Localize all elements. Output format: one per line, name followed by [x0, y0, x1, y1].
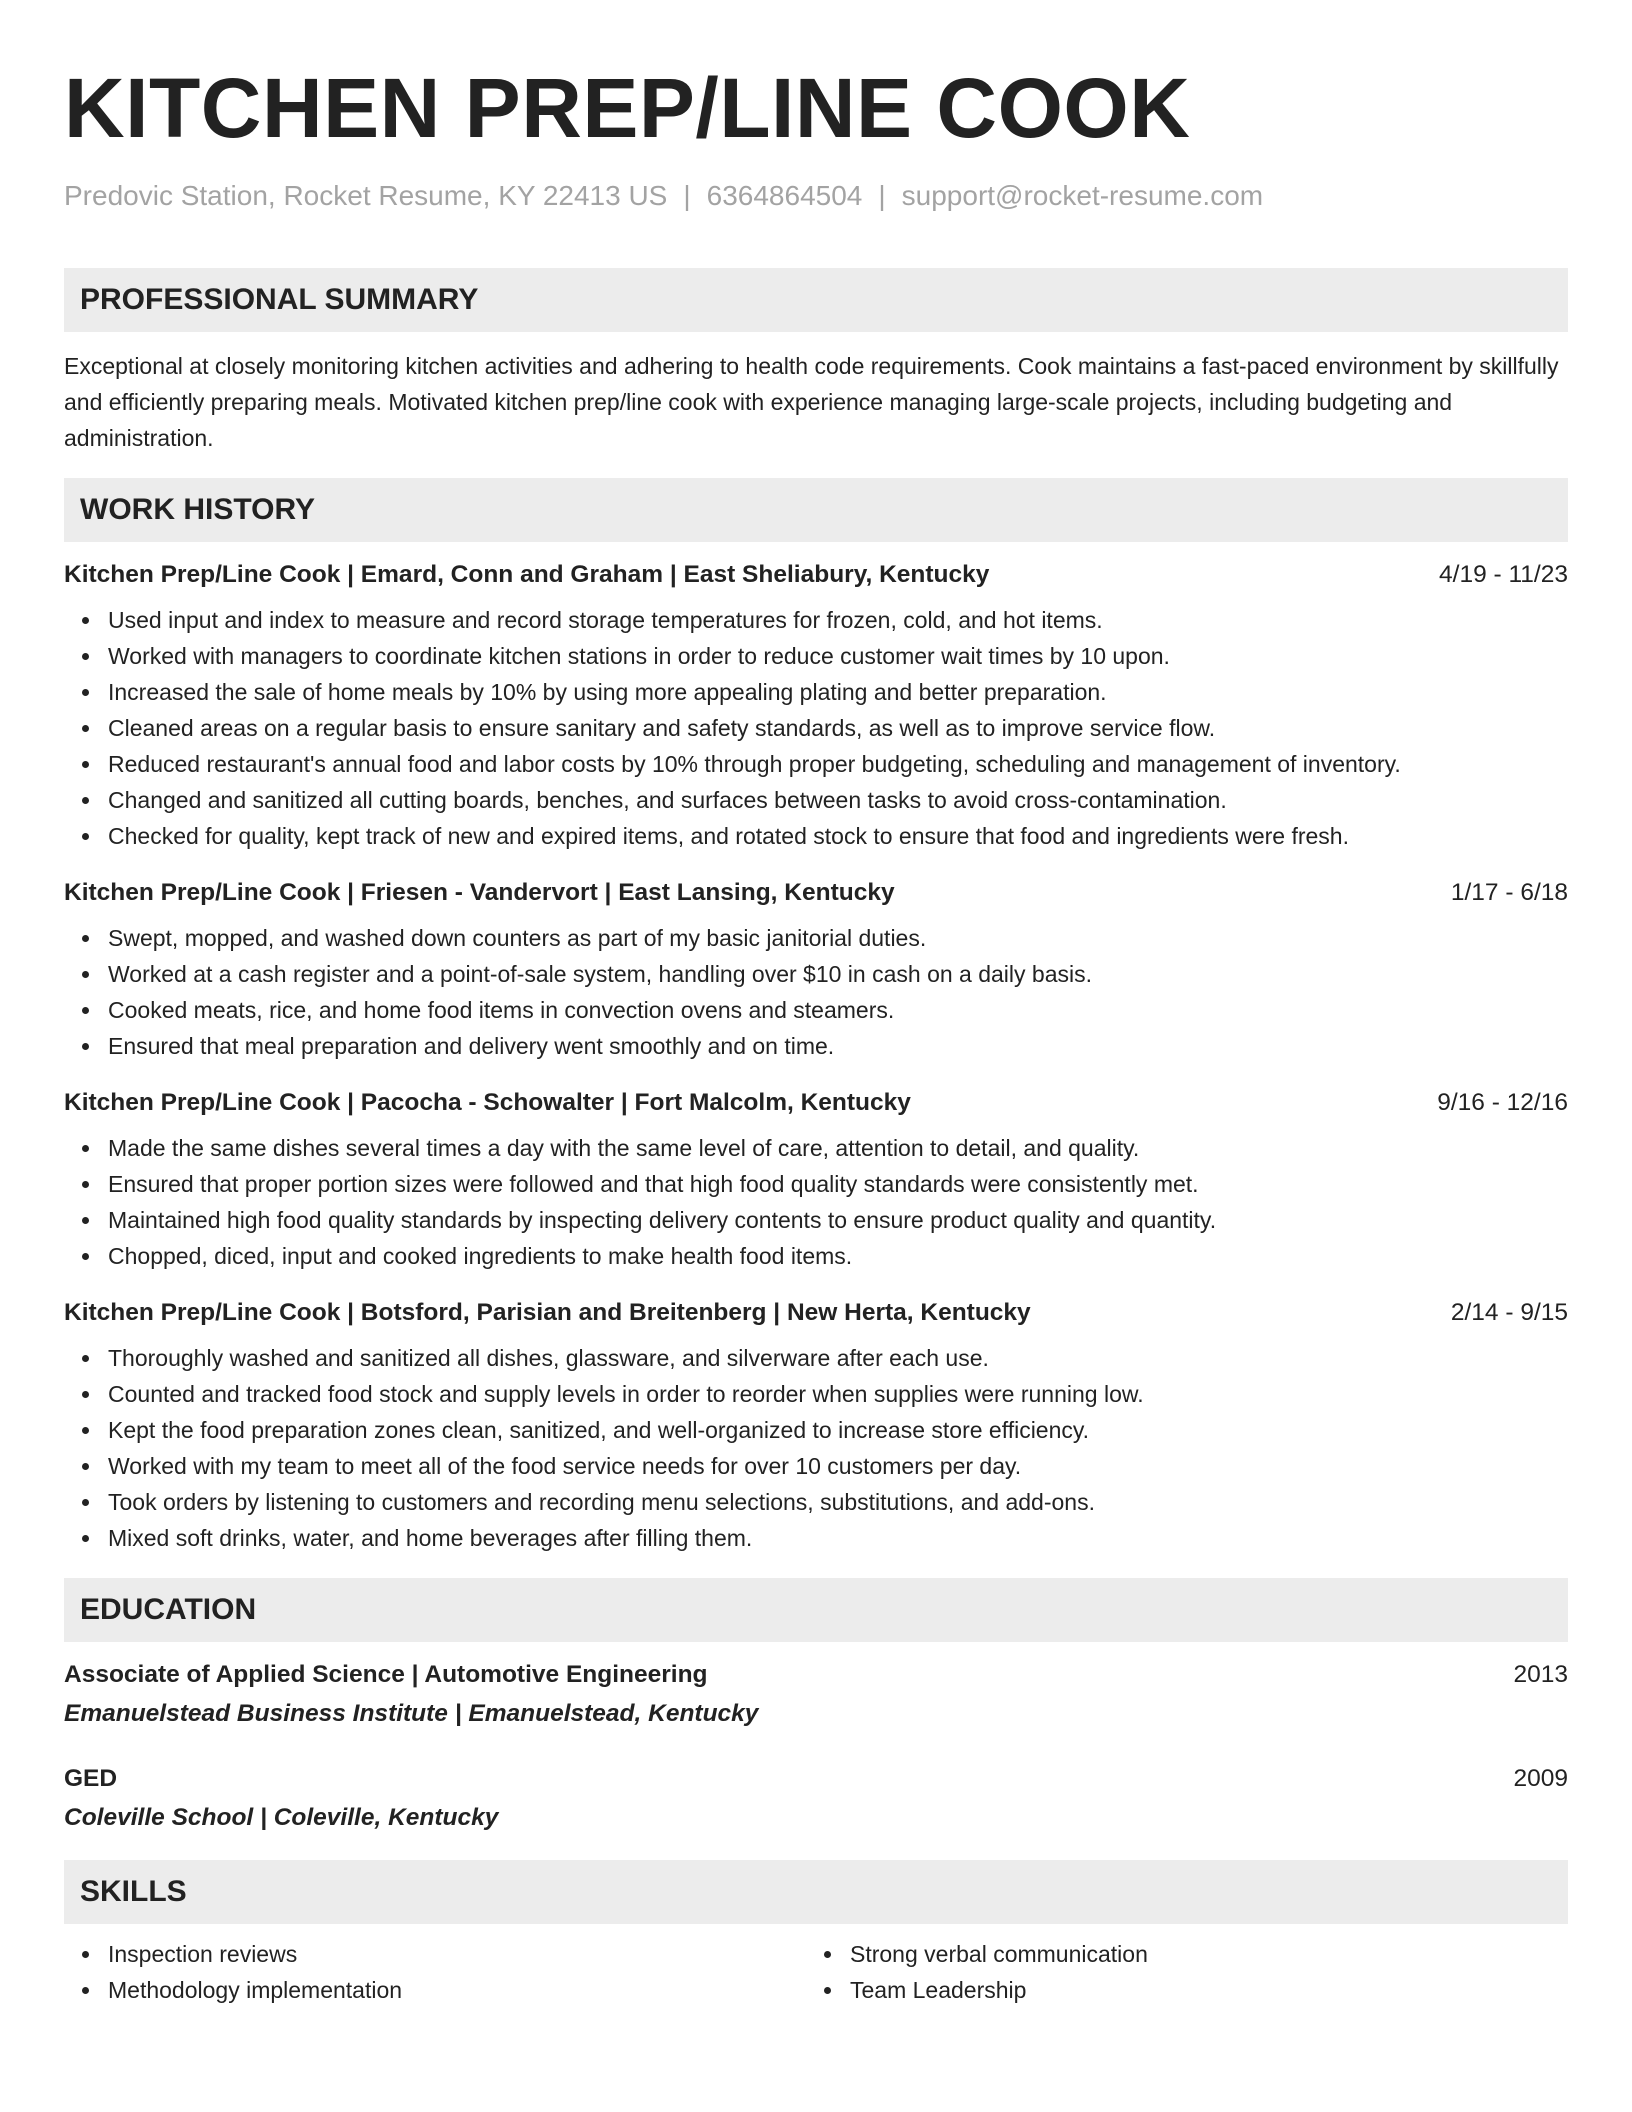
job-title: Kitchen Prep/Line Cook | Friesen - Vandervort | East Lansing, Kentucky: [64, 879, 895, 906]
job-bullets: [64, 1130, 1568, 1274]
list-item: Took orders by listening to customers and recording menu selections, substitutions, and add-ons.: [64, 1484, 1568, 1520]
section-header-education: EDUCATION: [64, 1578, 1568, 1642]
job-dates: 1/17 - 6/18: [1450, 879, 1568, 906]
contact-separator: |: [683, 180, 691, 211]
skills-grid: [64, 1936, 1568, 2008]
list-item: Counted and tracked food stock and supply levels in order to reorder when supplies were running low.: [64, 1376, 1568, 1412]
list-item: Inspection reviews: [64, 1936, 806, 1972]
list-item: Cooked meats, rice, and home food items in convection ovens and steamers.: [64, 992, 1568, 1028]
education-header: [64, 1762, 1568, 1796]
education-year: 2009: [1513, 1765, 1568, 1792]
list-item: Used input and index to measure and record storage temperatures for frozen, cold, and hot items.: [64, 602, 1568, 638]
job-dates: 4/19 - 11/23: [1439, 561, 1568, 588]
job-header: [64, 876, 1568, 910]
section-header-work-history: WORK HISTORY: [64, 478, 1568, 542]
education-year: 2013: [1513, 1661, 1568, 1688]
education-entry: [64, 1762, 1568, 1836]
job-header: [64, 1296, 1568, 1330]
list-item: Kept the food preparation zones clean, sanitized, and well-organized to increase store efficiency.: [64, 1412, 1568, 1448]
job-header: [64, 558, 1568, 592]
section-header-skills: SKILLS: [64, 1860, 1568, 1924]
list-item: Cleaned areas on a regular basis to ensure sanitary and safety standards, as well as to improve service flow.: [64, 710, 1568, 746]
list-item: Made the same dishes several times a day with the same level of care, attention to detail, and quality.: [64, 1130, 1568, 1166]
skills-column-left: [64, 1936, 806, 2008]
job-entry: [64, 558, 1568, 854]
list-item: Reduced restaurant's annual food and labor costs by 10% through proper budgeting, scheduling and management of inventory.: [64, 746, 1568, 782]
candidate-name: KITCHEN PREP/LINE COOK: [64, 61, 1191, 155]
list-item: Worked with my team to meet all of the food service needs for over 10 customers per day.: [64, 1448, 1568, 1484]
skills-column-right: [806, 1936, 1548, 2008]
list-item: Checked for quality, kept track of new and expired items, and rotated stock to ensure that food and ingredients were fresh.: [64, 818, 1568, 854]
education-school: Emanuelstead Business Institute | Emanuelstead, Kentucky: [64, 1700, 759, 1727]
job-header: [64, 1086, 1568, 1120]
contact-line: [64, 178, 1568, 214]
summary-text: Exceptional at closely monitoring kitchen activities and adhering to health code requirements. Cook maintains a fast-paced environment by skillfully and efficiently preparing meals. Motivated kitchen prep/line cook with experience managing large-scale projects, including budgeting and administration.: [64, 353, 1559, 451]
contact-address: Predovic Station, Rocket Resume, KY 22413 US: [64, 180, 668, 211]
list-item: Strong verbal communication: [806, 1936, 1548, 1972]
job-entry: [64, 876, 1568, 1064]
list-item: Team Leadership: [806, 1972, 1548, 2008]
list-item: Increased the sale of home meals by 10% by using more appealing plating and better preparation.: [64, 674, 1568, 710]
job-title: Kitchen Prep/Line Cook | Botsford, Parisian and Breitenberg | New Herta, Kentucky: [64, 1299, 1031, 1326]
job-dates: 2/14 - 9/15: [1450, 1299, 1568, 1326]
job-bullets: [64, 602, 1568, 854]
list-item: Mixed soft drinks, water, and home beverages after filling them.: [64, 1520, 1568, 1556]
education-header: [64, 1658, 1568, 1692]
education-degree: Associate of Applied Science | Automotive Engineering: [64, 1661, 708, 1688]
resume-page: [64, 0, 1568, 2008]
contact-phone: 6364864504: [706, 180, 863, 211]
list-item: Swept, mopped, and washed down counters as part of my basic janitorial duties.: [64, 920, 1568, 956]
list-item: Worked at a cash register and a point-of-sale system, handling over $10 in cash on a daily basis.: [64, 956, 1568, 992]
job-title: Kitchen Prep/Line Cook | Emard, Conn and Graham | East Sheliabury, Kentucky: [64, 561, 990, 588]
job-bullets: [64, 1340, 1568, 1556]
job-entry: [64, 1086, 1568, 1274]
list-item: Thoroughly washed and sanitized all dishes, glassware, and silverware after each use.: [64, 1340, 1568, 1376]
list-item: Ensured that proper portion sizes were followed and that high food quality standards were consistently met.: [64, 1166, 1568, 1202]
contact-separator: |: [878, 180, 886, 211]
job-bullets: [64, 920, 1568, 1064]
list-item: Chopped, diced, input and cooked ingredients to make health food items.: [64, 1238, 1568, 1274]
list-item: Maintained high food quality standards by inspecting delivery contents to ensure product quality and quantity.: [64, 1202, 1568, 1238]
job-dates: 9/16 - 12/16: [1437, 1089, 1568, 1116]
job-title: Kitchen Prep/Line Cook | Pacocha - Schowalter | Fort Malcolm, Kentucky: [64, 1089, 911, 1116]
education-entry: [64, 1658, 1568, 1732]
list-item: Ensured that meal preparation and delivery went smoothly and on time.: [64, 1028, 1568, 1064]
list-item: Changed and sanitized all cutting boards, benches, and surfaces between tasks to avoid cross-contamination.: [64, 782, 1568, 818]
list-item: Methodology implementation: [64, 1972, 806, 2008]
list-item: Worked with managers to coordinate kitchen stations in order to reduce customer wait times by 10 upon.: [64, 638, 1568, 674]
education-degree: GED: [64, 1765, 118, 1792]
education-school: Coleville School | Coleville, Kentucky: [64, 1804, 499, 1831]
contact-email: support@rocket-resume.com: [901, 180, 1264, 211]
job-entry: [64, 1296, 1568, 1556]
section-header-summary: PROFESSIONAL SUMMARY: [64, 268, 1568, 332]
